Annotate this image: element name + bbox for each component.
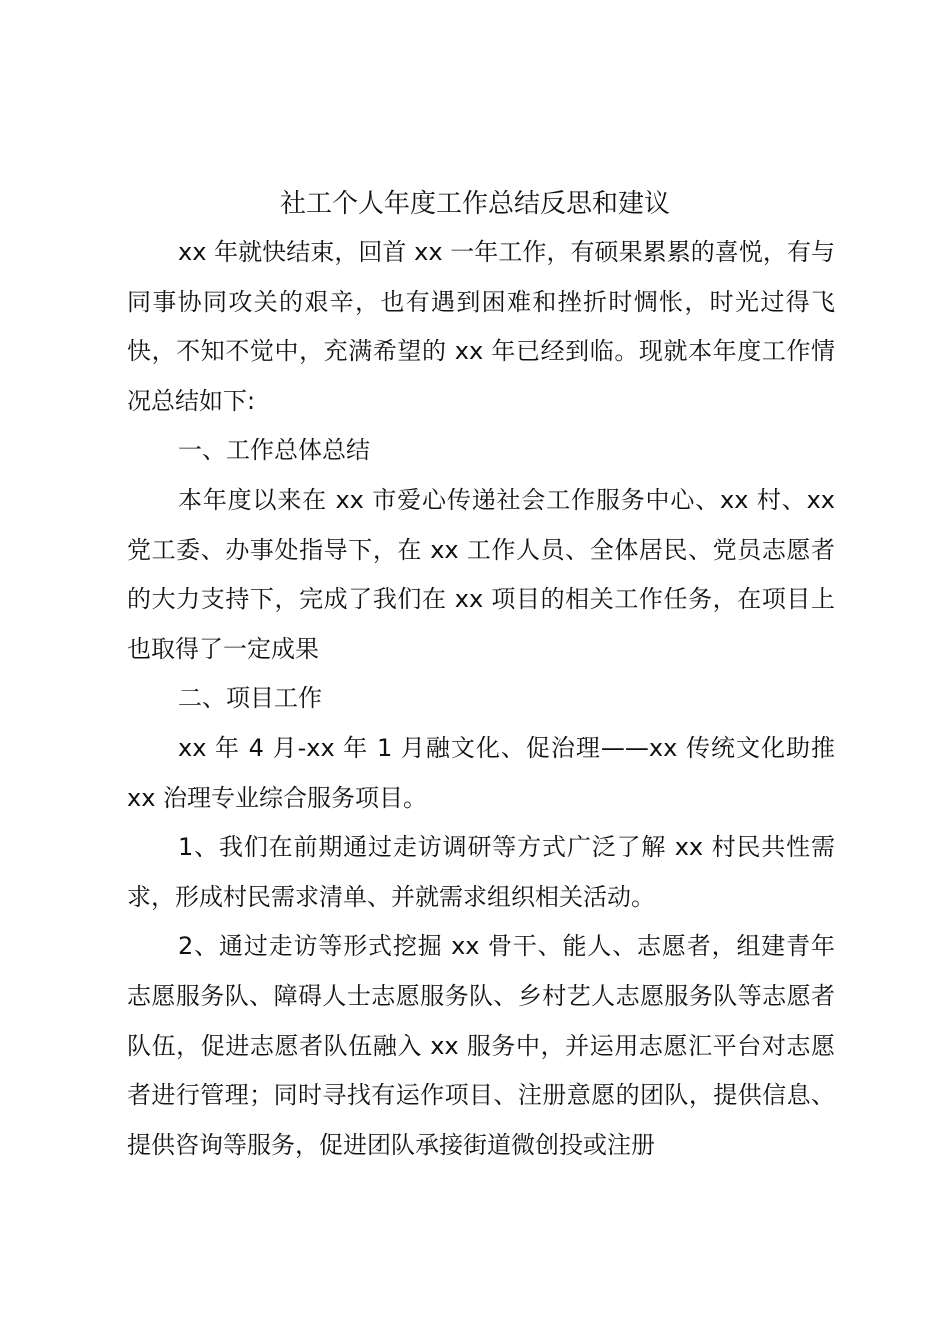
document-body <box>127 228 835 1170</box>
section-heading-overall-summary: 一、工作总体总结 <box>178 436 370 465</box>
section-heading-project-work: 二、项目工作 <box>178 684 322 713</box>
document-title: 社工个人年度工作总结反思和建议 <box>279 189 670 219</box>
paragraph-item-2: 2、通过走访等形式挖掘 xx 骨干、能人、志愿者，组建青年志愿服务队、障碍人士志愿服务队、乡村艺人志愿服务队等志愿者队伍，促进志愿者队伍融入 xx 服务中，并运用志愿汇平台对志愿者进行管理；同时寻找有运作项目、注册意愿的团队，提供信息、提供咨询等服务，促进团队承接街道微创投或注册 <box>127 932 835 1159</box>
paragraph-intro: xx 年就快结束，回首 xx 一年工作，有硕果累累的喜悦，有与同事协同攻关的艰辛，也有遇到困难和挫折时惆怅，时光过得飞快，不知不觉中，充满希望的 xx 年已经到临。现就本年度工作情况总结如下: <box>127 238 835 415</box>
paragraph-item-1: 1、我们在前期通过走访调研等方式广泛了解 xx 村民共性需求，形成村民需求清单、并就需求组织相关活动。 <box>127 833 835 911</box>
paragraph-project-name: xx 年 4 月-xx 年 1 月融文化、促治理——xx 传统文化助推 xx 治理专业综合服务项目。 <box>127 733 835 812</box>
paragraph-overall-summary: 本年度以来在 xx 市爱心传递社会工作服务中心、xx 村、xx 党工委、办事处指导下，在 xx 工作人员、全体居民、党员志愿者的大力支持下，完成了我们在 xx 项目的相关工作任务，在项目上也取得了一定成果 <box>127 485 835 663</box>
